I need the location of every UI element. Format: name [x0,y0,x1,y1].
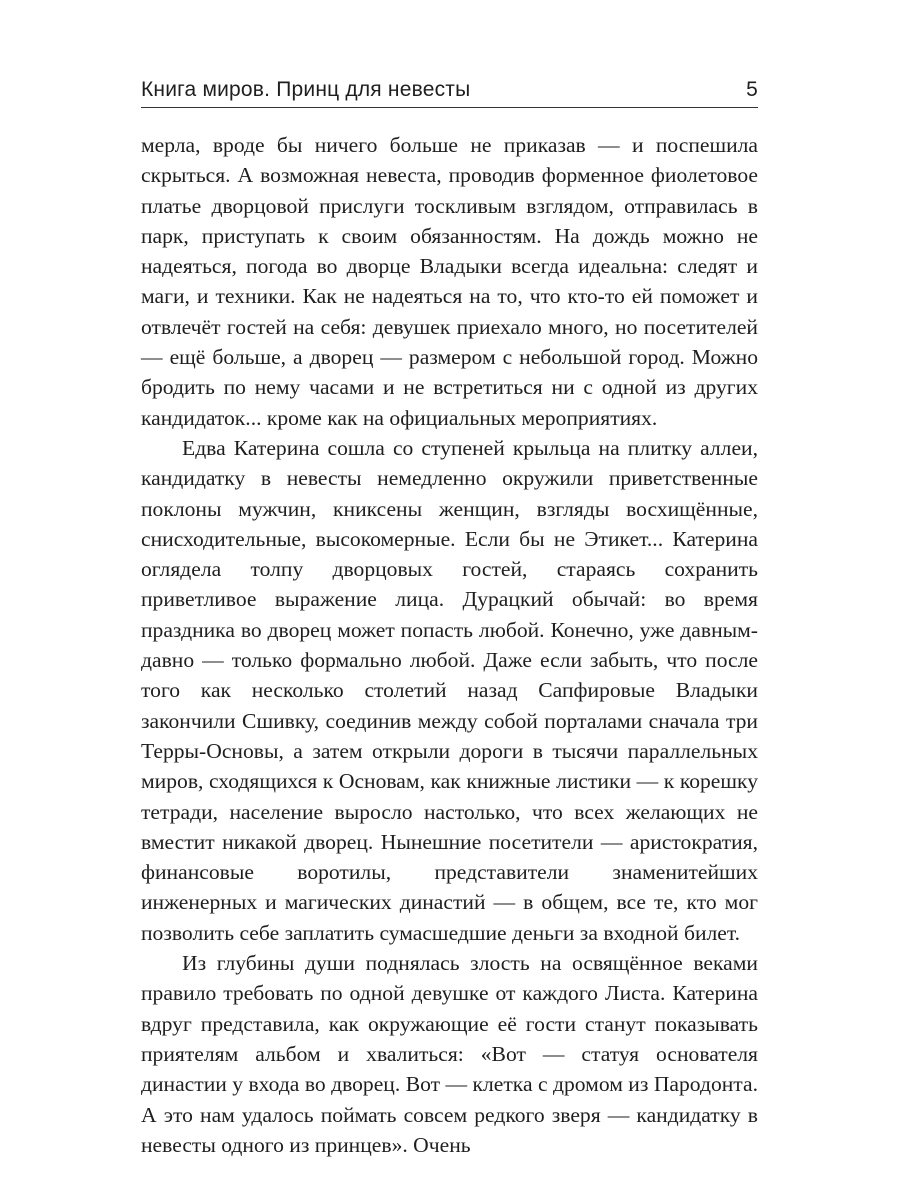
paragraph-2: Едва Катерина сошла со ступеней крыльца на плитку аллеи, кандидатку в невесты немедленно окружили приветственные поклоны мужчин, книксены женщин, взгляды восхищённые, снисходительные, высокомерные. Если бы не Этикет... Катерина оглядела толпу дворцовых гостей, стараясь сохранить приветливое выражение лица. Дурацкий обычай: во время праздника во дворец может попасть любой. Конечно, уже давным-давно — только формально любой. Даже если забыть, что после того как несколько столетий назад Сапфировые Владыки закончили Сшивку, соединив между собой порталами сначала три Терры-Основы, а затем открыли дороги в тысячи параллельных миров, сходящихся к Основам, как книжные листики — к корешку тетради, население выросло настолько, что всех желающих не вместит никакой дворец. Нынешние посетители — аристократия, финансовые воротилы, представители знаменитейших инженерных и магических династий — в общем, все те, кто мог позволить себе заплатить сумасшедшие деньги за входной билет. [141,435,758,945]
running-head [141,76,758,104]
paragraph-3: Из глубины души поднялась злость на освящённое веками правило требовать по одной девушке от каждого Листа. Катерина вдруг представила, как окружающие её гости станут показывать приятелям альбом и хвалиться: «Вот — статуя основателя династии у входа во дворец. Вот — клетка с дромом из Пародонта. А это нам удалось поймать совсем редкого зверя — кандидатку в невесты одного из принцев». Очень [141,951,758,1157]
book-title: Книга миров. Принц для невесты [141,78,471,101]
paragraph-1: мерла, вроде бы ничего больше не приказав — и поспешила скрыться. А возможная невеста, проводив форменное фиолетовое платье дворцовой прислуги тоскливым взглядом, отправилась в парк, приступать к своим обязанностям. На дождь можно не надеяться, погода во дворце Владыки всегда идеальна: следят и маги, и техники. Как не надеяться на то, что кто-то ей поможет и отвлечёт гостей на себя: девушек приехало много, но посетителей — ещё больше, а дворец — размером с небольшой город. Можно бродить по нему часами и не встретиться ни с одной из других кандидаток... кроме как на официальных мероприятиях. [141,133,758,430]
page-number: 5 [746,78,758,101]
header-divider [141,107,758,108]
page-body [141,130,758,1160]
